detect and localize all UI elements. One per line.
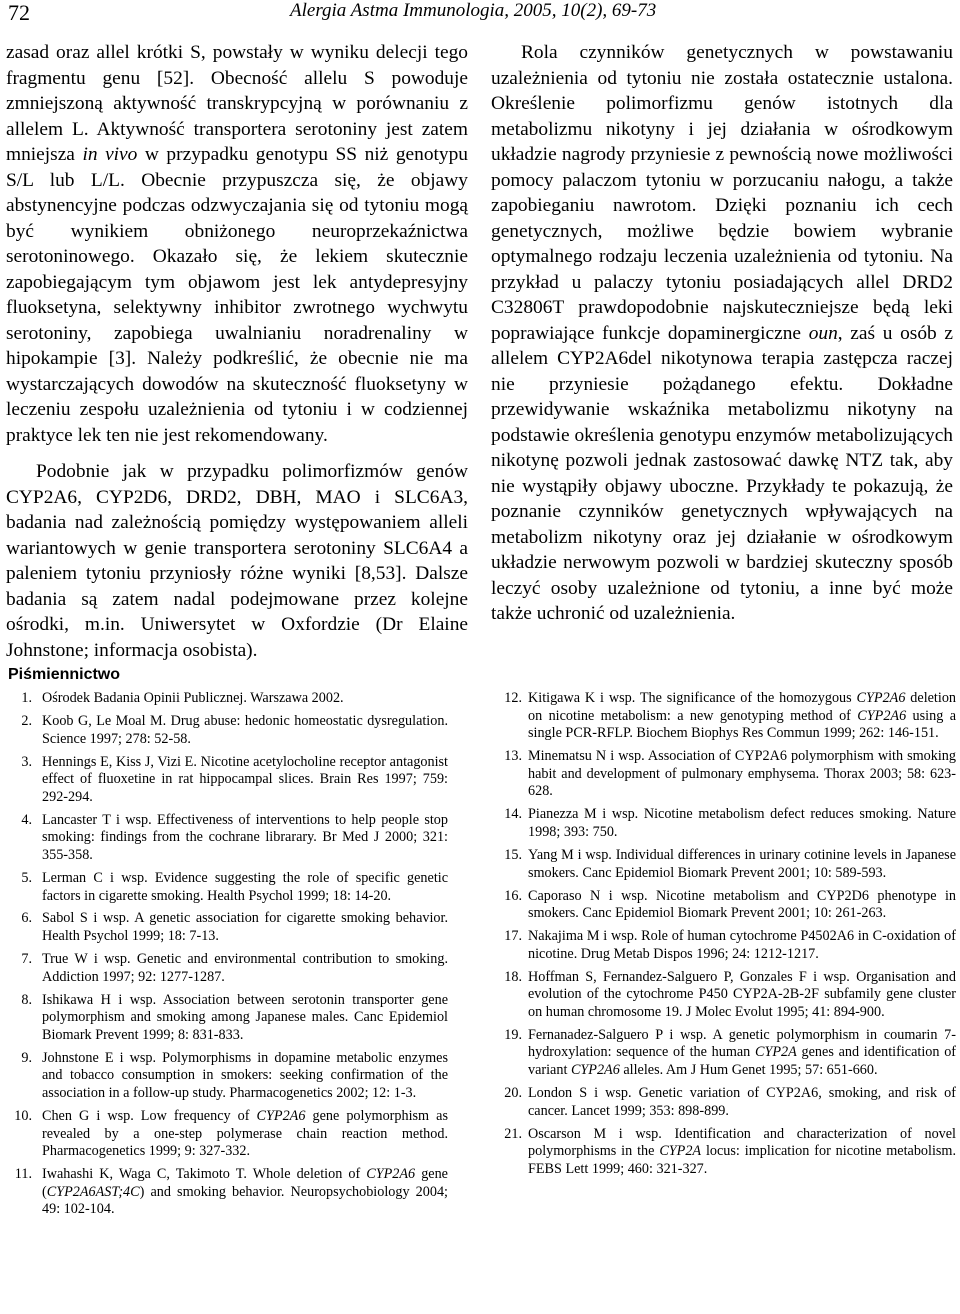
reference-item: 3. Hennings E, Kiss J, Vizi E. Nicotine acetylocholine receptor antagonist effect of fluoxetine in rat hippocampal slices. Brain Res 1997; 759: 292-294. — [21, 753, 448, 805]
reference-item: 15. Yang M i wsp. Individual differences in urinary cotinine levels in Japanese smokers. Canc Epidemiol Biomark Prevent 2001; 10: 589-593. — [504, 846, 956, 881]
reference-item: 9. Johnstone E i wsp. Polymorphisms in dopamine metabolic enzymes and tobacco consumption in smokers: seeking confirmation of the association in a follow-up study. Pharmacogenetics 2002; 12: 1-3. — [21, 1049, 448, 1101]
reference-item: 20. London S i wsp. Genetic variation of CYP2A6, smoking, and risk of cancer. Lancet 1999; 353: 898-899. — [504, 1085, 956, 1119]
reference-item: 2. Koob G, Le Moal M. Drug abuse: hedonic homeostatic dysregulation. Science 1997; 278: 52-58. — [21, 712, 448, 747]
reference-item: 7. True W i wsp. Genetic and environmental contribution to smoking. Addiction 1997; 92: 1277-1287. — [21, 951, 448, 985]
reference-item: 13. Minematsu N i wsp. Association of CYP2A6 polymorphism with smoking habit and development of pulmonary emphysema. Thorax 2003; 58: 623-628. — [504, 748, 956, 800]
reference-item: 5. Lerman C i wsp. Evidence suggesting the role of specific genetic factors in cigarette smoking. Health Psychol 1999; 18: 14-20. — [21, 869, 448, 904]
reference-item: 12. Kitigawa K i wsp. The significance of the homozygous CYP2A6 deletion on nicotine metabolism: a new genotyping method of CYP2A6 using a single PCR-RFLP. Biochem Biophys Res Commun 1999; 262: 146-151. — [504, 690, 957, 742]
reference-item: 1. Ośrodek Badania Opinii Publicznej. Warszawa 2002. — [21, 690, 344, 706]
reference-item: 10. Chen G i wsp. Low frequency of CYP2A6 gene polymorphism as revealed by a one-step polymerase chain reaction method. Pharmacogenetics 1999; 9: 327-332. — [14, 1107, 448, 1160]
reference-item: 4. Lancaster T i wsp. Effectiveness of interventions to help people stop smoking: findings from the cochrane librarary. Br Med J 2000; 321: 355-358. — [21, 811, 448, 863]
references-list-left — [8, 690, 448, 1224]
reference-item: 11. Iwahashi K, Waga C, Takimoto T. Whole deletion of CYP2A6 gene (CYP2A6AST;4C) and smoking behavior. Neuropsychobiology 2004; 49: 102-104. — [14, 1166, 448, 1218]
reference-item: 19. Fernanadez-Salguero P i wsp. A genetic polymorphism in coumarin 7-hydroxylation: sequence of the human CYP2A genes and identification of variant CYP2A6 alleles. Am J Hum Genet 1995; 57: 651-660. — [504, 1026, 957, 1079]
left-column — [6, 40, 468, 663]
reference-item: 8. Ishikawa H i wsp. Association between serotonin transporter gene polymorphism and smoking among Japanese males. Canc Epidemiol Biomark Prevent 1999; 8: 831-833. — [21, 991, 448, 1043]
running-head: Alergia Astma Immunologia, 2005, 10(2), 69-73 — [290, 0, 657, 21]
reference-item: 6. Sabol S i wsp. A genetic association for cigarette smoking behavior. Health Psychol 1999; 18: 7-13. — [21, 910, 448, 945]
reference-item: 16. Caporaso N i wsp. Nicotine metabolism and CYP2D6 phenotype in smokers. Canc Epidemiol Biomark Prevent 2001; 10: 261-263. — [504, 887, 956, 922]
reference-item: 17. Nakajima M i wsp. Role of human cytochrome P4502A6 in C-oxidation of nicotine. Drug Metab Dispos 1996; 24: 1212-1217. — [504, 928, 956, 962]
paragraph: Podobnie jak w przypadku polimorfizmów genów CYP2A6, CYP2D6, DRD2, DBH, MAO i SLC6A3, badania nad zależnością pomiędzy występowaniem alleli wariantowych w genie transportera serotoniny SLC6A4 a paleniem tytoniu przyniosły różne wyniki [8,53]. Dalsze badania są zatem nadal podejmowane przez kolejne ośrodki, m.in. Uniwersytet w Oxfordzie (Dr Elaine Johnstone; informacja osobista). — [6, 461, 468, 661]
page-number: 72 — [8, 0, 30, 25]
references-heading: Piśmiennictwo — [8, 666, 121, 683]
paragraph: zasad oraz allel krótki S, powstały w wyniku delecji tego fragmentu genu [52]. Obecność allelu S powoduje zmniejszoną aktywność transkrypcyjną w porównaniu z allelem L. Aktywność transportera serotoniny jest zatem mniejsza in vivo w przypadku genotypu SS niż genotypu S/L lub L/L. Obecnie przypuszcza się, że objawy abstynencyjne podczas odzwyczajania się od tytoniu mogą być wynikiem obniżonego neuroprzekaźnictwa serotoninowego. Okazało się, że lekiem skutecznie zapobiegającym tym objawom jest lek antydepresyjny fluoksetyna, selektywny inhibitor zwrotnego wychwytu serotoniny, zapobiega uwalnianiu noradrenaliny w hipokampie [3]. Należy podkreślić, że obecnie nie ma wystarczających dowodów na skuteczność fluoksetyny w leczeniu zespołu uzależnienia od tytoniu i w codziennej praktyce lek ten nie jest rekomendowany. — [6, 42, 468, 446]
reference-item: 21. Oscarson M i wsp. Identification and characterization of novel polymorphisms in the CYP2A locus: implication for nicotine metabolism. FEBS Lett 1999; 460: 321-327. — [504, 1125, 957, 1177]
paragraph: Rola czynników genetycznych w powstawaniu uzależnienia od tytoniu nie została ostatecznie ustalona. Określenie polimorfizmu genów istotnych dla metabolizmu nikotyny i jej działania w ośrodkowym układzie nagrody przyniesie z pewnością nowe możliwości pomocy palaczom tytoniu w porzucaniu nałogu, a także zapobieganiu nawrotom. Dzięki poznaniu ich cech genetycznych, możliwe będzie bowiem wybranie optymalnego rodzaju leczenia uzależnienia od tytoniu. Na przykład u palaczy tytoniu posiadających allel DRD2 C32806T prawdopodobnie najskuteczniejsze będą leki poprawiające funkcje dopaminergiczne oun, zaś u osób z allelem CYP2A6del nikotynowa terapia zastępcza raczej nie przyniesie pożądanego efektu. Dokładne przewidywanie wskaźnika metabolizmu nikotyny na podstawie określenia genotypu enzymów metabolizujących nikotynę pozwoli jednak zastosować dawkę NTZ tak, aby nie wystąpiły objawy uboczne. Przykłady te pokazują, że poznanie czynników genetycznych wpływających na metabolizm nikotyny oraz jej działanie w ośrodkowym układzie nerwowym pozwoli w bardziej skuteczny sposób leczyć osoby uzależnione od tytoniu, a inne być może także uchronić od uzależnienia. — [491, 42, 953, 624]
reference-item: 14. Pianezza M i wsp. Nicotine metabolism defect reduces smoking. Nature 1998; 393: 750. — [504, 806, 956, 840]
right-column — [491, 40, 953, 627]
references-list-right — [494, 690, 956, 1184]
reference-item: 18. Hoffman S, Fernandez-Salguero P, Gonzales F i wsp. Organisation and evolution of the cytochrome P450 CYP2A-2B-2F subfamily gene cluster on human chromosome 19. J Molec Evolut 1995; 41: 894-900. — [504, 968, 956, 1020]
